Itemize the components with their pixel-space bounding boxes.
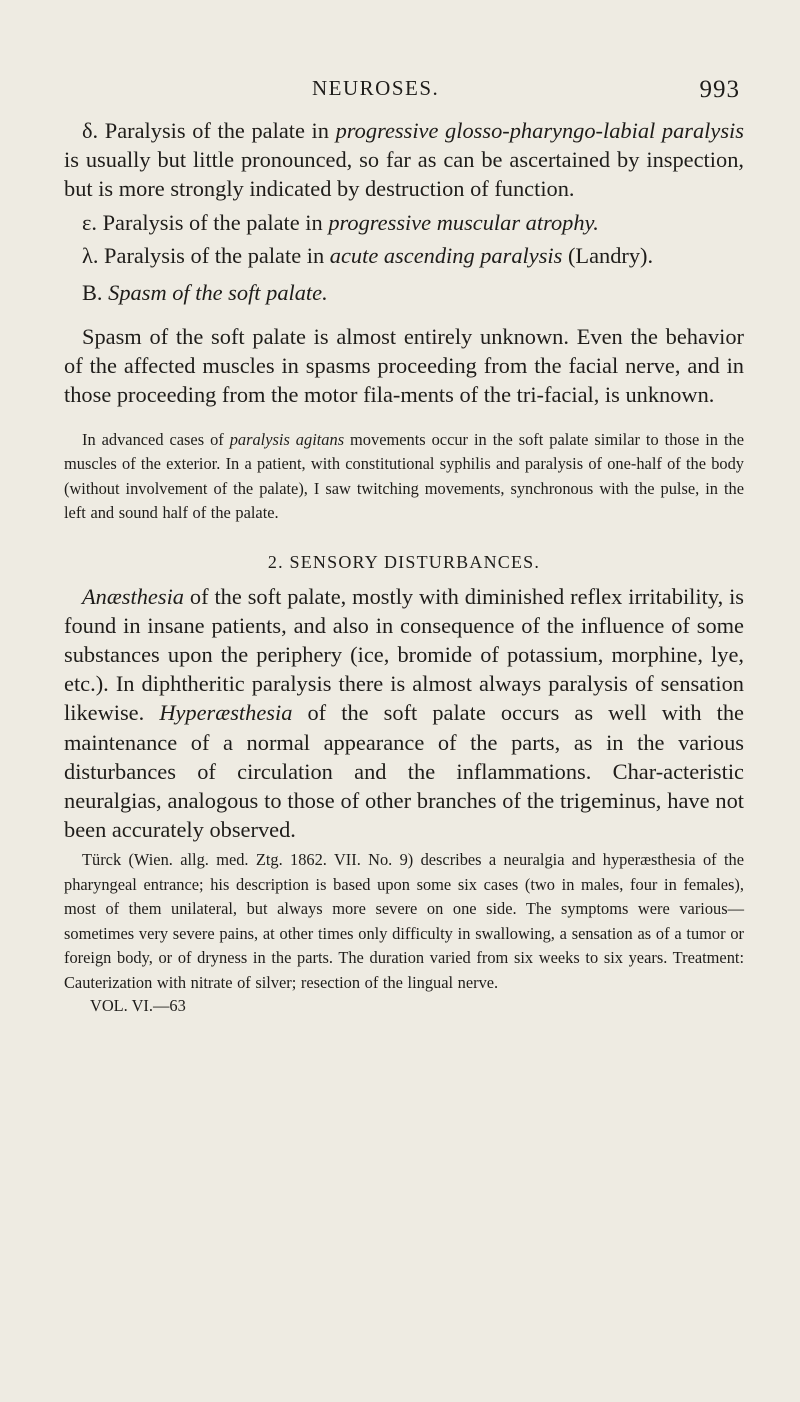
- paragraph-epsilon-italic: progressive muscular atrophy.: [328, 209, 599, 235]
- agitans-text-a: In advanced cases of: [82, 429, 230, 449]
- paragraph-delta-text-a: δ. Paralysis of the palate in: [82, 118, 336, 143]
- paragraph-paralysis-agitans: [64, 428, 744, 526]
- anaesthesia-term: Anæsthesia: [82, 583, 185, 609]
- paragraph-turck: Türck (Wien. allg. med. Ztg. 1862. VII. No. 9) describes a neuralgia and hyperæsthesia of the pharyngeal entrance; his description is based upon some six cases (two in males, four in females), most of them unilateral, but always more severe on one side. The symptoms were various—sometimes very severe pains, at other times only difficulty in swallowing, a sensation as of a tumor or foreign body, or of dryness in the parts. The duration varied from six weeks to six years. Treatment: Cauterization with nitrate of silver; resection of the lingual nerve.: [64, 850, 744, 992]
- page-body: [64, 116, 744, 1017]
- paragraph-anaesthesia: [64, 582, 744, 845]
- paragraph-lambda-text-c: (Landry).: [562, 242, 654, 268]
- subheading-letter: B.: [82, 280, 109, 306]
- running-head: NEUROSES.: [312, 76, 440, 100]
- paragraph-delta-italic: progressive glosso-pharyngo-labial paralysis: [335, 118, 744, 143]
- paragraph-lambda-text-a: λ. Paralysis of the palate in: [82, 242, 330, 268]
- paragraph-spasm: Spasm of the soft palate is almost entirely unknown. Even the behavior of the affected muscles in spasms proceeding from the facial nerve, and in those proceeding from the motor fila-ments of the tri-facial, is unknown.: [64, 324, 744, 408]
- agitans-text-c: movements occur in the soft palate similar to those in the muscles of the exterior. In a patient, with constitutional syphilis and paralysis of one-half of the body (without involvement of the palate), I saw twitching movements, synchronous with the pulse, in the left and sound half of the palate.: [64, 429, 744, 523]
- paragraph-delta: [64, 116, 744, 204]
- subheading-title: Spasm of the soft palate.: [108, 280, 328, 306]
- hyperaesthesia-term: Hyperæsthesia: [159, 700, 293, 726]
- paragraph-epsilon: [64, 208, 744, 237]
- volume-signature: VOL. VI.—63: [90, 996, 186, 1016]
- agitans-italic: paralysis agitans: [229, 429, 345, 449]
- paragraph-lambda: [64, 241, 744, 270]
- paragraph-delta-text-c: is usually but little pronounced, so far as can be ascertained by inspection, but is more strongly indicated by destruction of function.: [64, 147, 744, 202]
- page-header: [300, 76, 740, 106]
- paragraph-epsilon-text-a: ε. Paralysis of the palate in: [82, 209, 329, 235]
- paragraph-lambda-italic: acute ascending paralysis: [329, 242, 563, 268]
- section-heading-sensory: 2. SENSORY DISTURBANCES.: [267, 551, 541, 572]
- anaesthesia-text-d: of the soft palate occurs as well with the maintenance of a normal appearance of the parts, as in the various disturbances of circulation and the inflammations. Char-acteristic neuralgias, analogous to those of other branches of the trigeminus, have not been accurately observed.: [64, 700, 744, 843]
- anaesthesia-text-b: of the soft palate, mostly with diminished reflex irritability, is found in insane patients, and also in consequence of the influence of some substances upon the periphery (ice, bromide of potassium, morphine, lye, etc.). In diphtheritic paralysis there is almost always paralysis of sensation likewise.: [64, 583, 744, 726]
- page-number: 993: [699, 76, 740, 103]
- subheading-spasm: [64, 278, 744, 308]
